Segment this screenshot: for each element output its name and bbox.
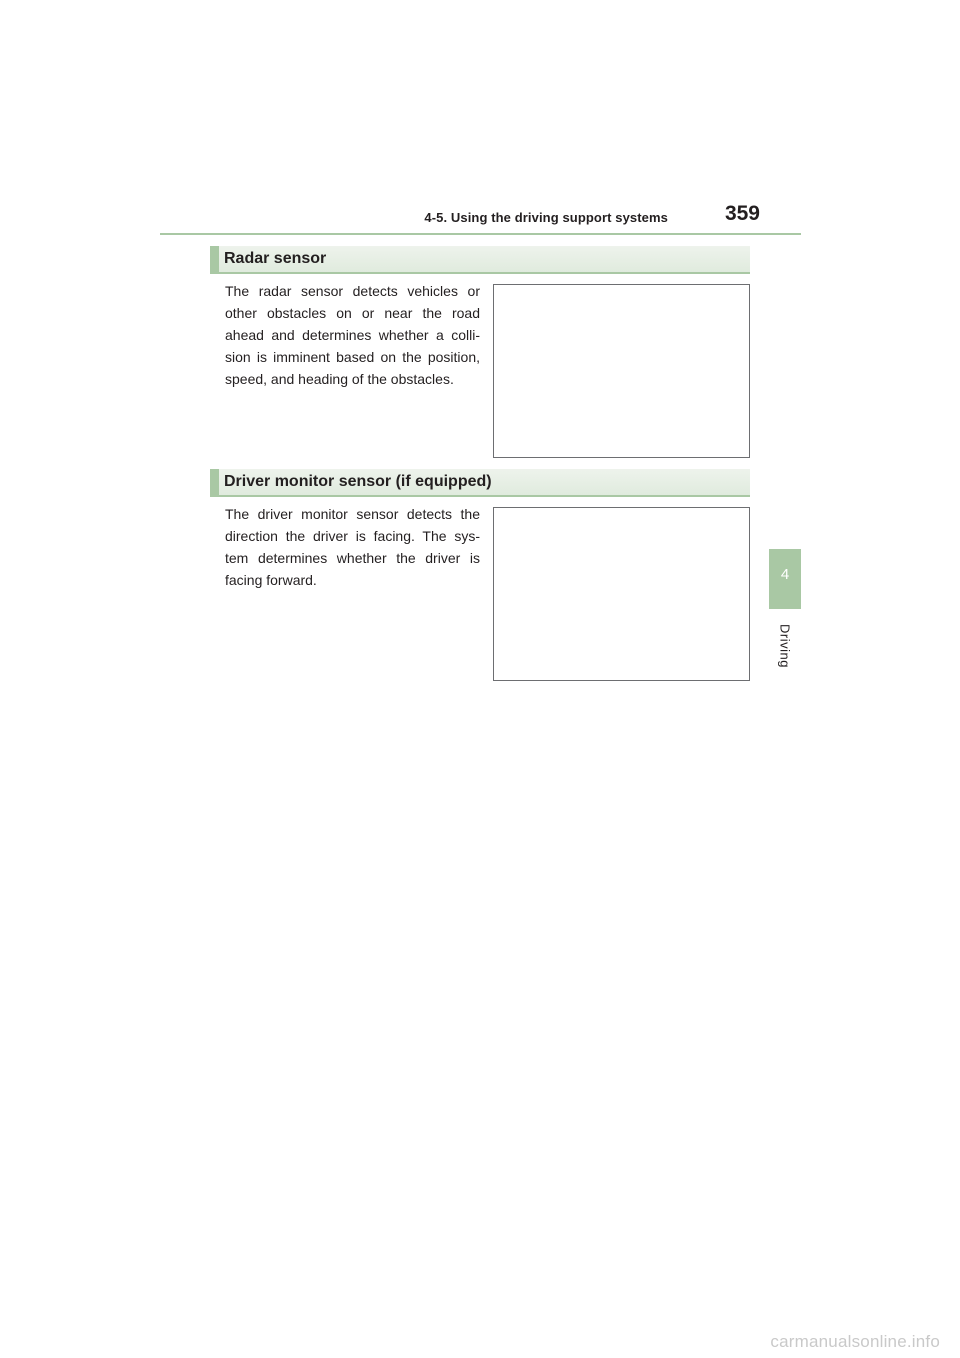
section-heading-driver-monitor-sensor (210, 469, 750, 497)
chapter-label: Driving (777, 624, 793, 668)
chapter-tab (769, 549, 801, 609)
page-number: 359 (724, 202, 760, 225)
header-divider (160, 233, 801, 235)
section-heading-radar-sensor (210, 246, 750, 274)
section-body-radar-sensor: The radar sensor detects vehicles or other obstacles on or near the road ahead and determines whether a colli- sion is imminent based on the position, speed, and heading of the obstacles. (225, 283, 480, 387)
running-header-section-title: 4-5. Using the driving support systems (424, 210, 668, 225)
running-header (160, 200, 800, 230)
section-body-driver-monitor-sensor: The driver monitor sensor detects the direction the driver is facing. The sys- tem determines whether the driver is facing forward. (225, 506, 480, 588)
section-heading-text: Radar sensor (224, 250, 327, 267)
figure-placeholder-radar-sensor (493, 284, 750, 458)
figure-placeholder-driver-monitor-sensor (493, 507, 750, 681)
heading-accent-bar (210, 469, 219, 495)
heading-accent-bar (210, 246, 219, 272)
section-heading-text: Driver monitor sensor (if equipped) (224, 473, 492, 490)
watermark: carmanualsonline.info (770, 1332, 940, 1351)
chapter-label-container (770, 616, 800, 676)
chapter-number: 4 (780, 566, 790, 583)
